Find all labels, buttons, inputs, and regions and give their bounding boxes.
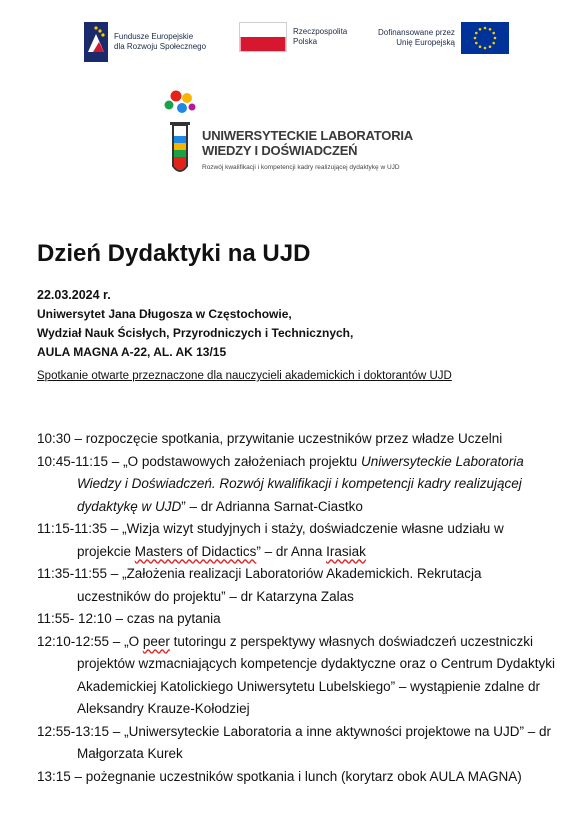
agenda bbox=[37, 428, 557, 788]
test-tube-icon bbox=[160, 90, 200, 180]
page-title: Dzień Dydaktyki na UJD bbox=[37, 240, 311, 267]
event-info bbox=[37, 286, 353, 362]
fe-logo bbox=[84, 22, 206, 62]
logo-bar bbox=[84, 22, 524, 64]
agenda-item-4: 11:35-11:55 – „Założenia realizacji Laboratoriów Akademickich. Rekrutacja uczestników do projektu” – dr Katarzyna Zalas bbox=[37, 566, 482, 604]
polish-flag-icon bbox=[239, 22, 287, 52]
pl-logo-text: Rzeczpospolita Polska bbox=[293, 27, 348, 46]
eu-logo bbox=[378, 22, 509, 54]
agenda-item-8: 13:15 – pożegnanie uczestników spotkania i lunch (korytarz obok AULA MAGNA) bbox=[37, 768, 522, 784]
pl-logo bbox=[239, 22, 347, 52]
fe-flag-icon bbox=[84, 22, 108, 62]
event-venue-line1: Uniwersytet Jana Długosza w Częstochowie, bbox=[37, 307, 292, 321]
program-logo-subtitle: Rozwój kwalifikacji i kompetencji kadry realizującej dydaktykę w UJD bbox=[202, 164, 400, 171]
program-logo bbox=[160, 90, 460, 180]
event-venue-line3: AULA MAGNA A-22, AL. AK 13/15 bbox=[37, 345, 227, 359]
agenda-item-5: 11:55- 12:10 – czas na pytania bbox=[37, 611, 221, 626]
agenda-item-3: 11:15-11:35 – „Wizja wizyt studyjnych i staży, doświadczenie własne udziału w projekcie Masters of Didactics” – dr Anna Irasiak bbox=[37, 521, 504, 559]
agenda-item-7: 12:55-13:15 – „Uniwersyteckie Laboratoria a inne aktywności projektowe na UJD” – dr Małgorzata Kurek bbox=[37, 723, 552, 761]
eu-flag-icon bbox=[461, 22, 509, 54]
agenda-item-2: 10:45-11:15 – „O podstawowych założeniach projektu Uniwersyteckie Laboratoria Wiedzy i Doświadczeń. Rozwój kwalifikacji i kompetencji kadry realizującej dydaktykę w UJD” – dr Adrianna Sarnat-Ciastko bbox=[37, 453, 524, 514]
agenda-item-6: 12:10-12:55 – „O peer tutoringu z perspektywy własnych doświadczeń uczestniczki projektów wzmacniających kompetencje dydaktyczne oraz o Centrum Dydaktyki Akademickiej Katolickiego Uniwersytetu Lubelskiego” – wystąpienie zdalne dr Aleksandry Krauze-Kołodziej bbox=[37, 633, 555, 716]
fe-logo-text: Fundusze Europejskie dla Rozwoju Społecznego bbox=[114, 32, 207, 51]
program-logo-title: UNIWERSYTECKIE LABORATORIA WIEDZY I DOŚWIADCZEŃ bbox=[202, 128, 413, 158]
audience-note: Spotkanie otwarte przeznaczone dla nauczycieli akademickich i doktorantów UJD bbox=[37, 370, 452, 382]
eu-logo-text: Dofinansowane przez Unię Europejską bbox=[378, 28, 455, 47]
agenda-item-1: 10:30 – rozpoczęcie spotkania, przywitanie uczestników przez władze Uczelni bbox=[37, 431, 503, 446]
event-venue-line2: Wydział Nauk Ścisłych, Przyrodniczych i Technicznych, bbox=[37, 326, 354, 340]
event-date: 22.03.2024 r. bbox=[37, 288, 111, 302]
